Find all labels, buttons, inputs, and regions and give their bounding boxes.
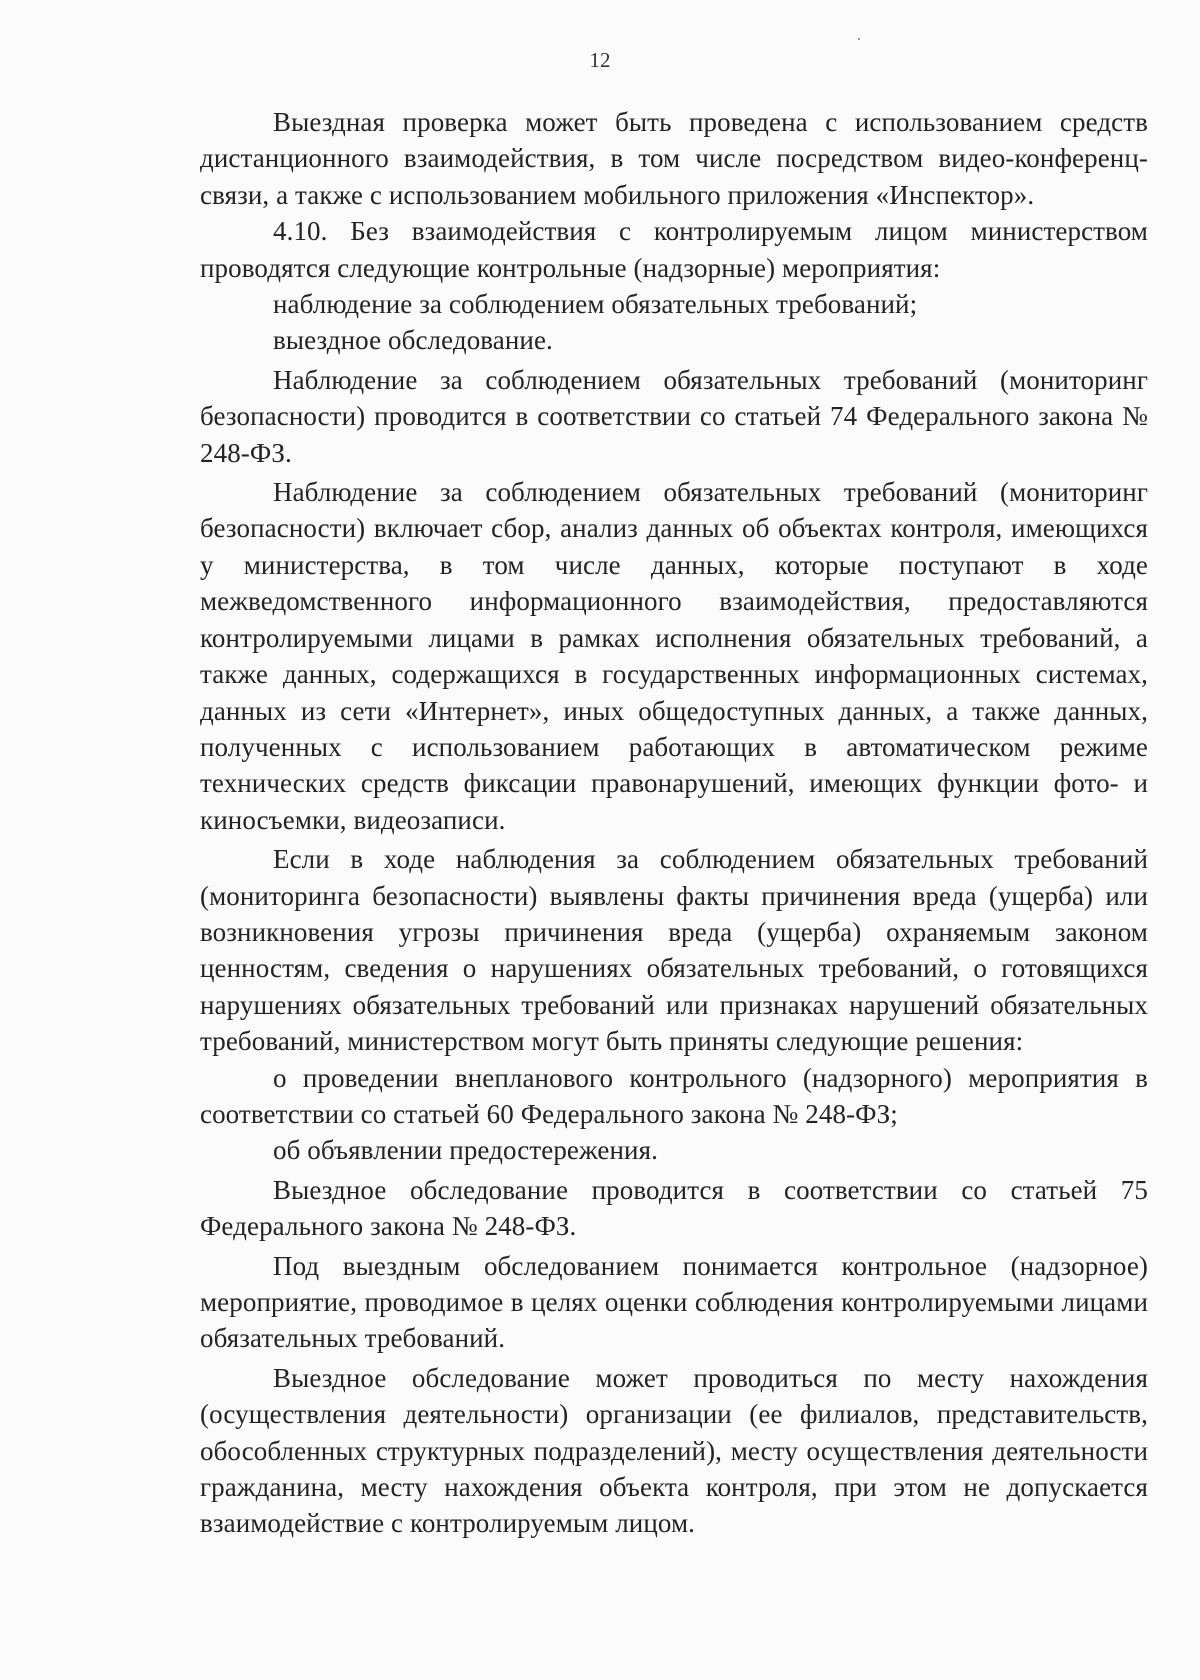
paragraph-onsite-inspection-remote: Выездная проверка может быть проведена с использованием средств дистанционного взаимодействия, в том числе посредством видео-конференц-связи, а также с использованием мобильного приложения «Инспектор». (200, 107, 1148, 210)
page-number: 12 (589, 48, 611, 72)
paragraph-observation-scope: Наблюдение за соблюдением обязательных требований (мониторинг безопасности) включает сбор, анализ данных об объектах контроля, имеющихся у министерства, в том числе данных, которые поступают в ходе межведомственного информационного взаимодействия, предоставляются контролируемыми лицами в рамках исполнения обязательных требований, а также данных, содержащихся в государственных информационных системах, данных из сети «Интернет», иных общедоступных данных, а также данных, полученных с использованием работающих в автоматическом режиме технических средств фиксации правонарушений, имеющих функции фото- и киносъемки, видеозаписи. (200, 477, 1148, 835)
paragraph-observation-findings: Если в ходе наблюдения за соблюдением обязательных требований (мониторинга безопасности) выявлены факты причинения вреда (ущерба) или возникновения угрозы причинения вреда (ущерба) охраняемым законом ценностям, сведения о нарушениях обязательных требований, о готовящихся нарушениях обязательных требований или признаках нарушений обязательных требований, министерством могут быть приняты следующие решения: (200, 844, 1148, 1057)
paragraph-observation-article-74: Наблюдение за соблюдением обязательных требований (мониторинг безопасности) проводится в соответствии со статьей 74 Федерального закона № 248-ФЗ. (200, 364, 1148, 468)
list-item-warning: об объявлении предостережения. (273, 1135, 658, 1166)
scan-speck (858, 38, 860, 40)
page-body (200, 104, 1148, 1542)
list-item-unscheduled-inspection: о проведении внепланового контрольного (надзорного) мероприятия в соответствии со статьей 60 Федерального закона № 248-ФЗ; (200, 1062, 1148, 1129)
list-item-observation: наблюдение за соблюдением обязательных требований; (273, 289, 918, 320)
paragraph-4-10-heading: 4.10. Без взаимодействия с контролируемым лицом министерством проводятся следующие контрольные (надзорные) мероприятия: (200, 216, 1148, 283)
paragraph-survey-location: Выездное обследование может проводиться по месту нахождения (осуществления деятельности) организации (ее филиалов, представительств, обособленных структурных подразделений), месту осуществления деятельности гражданина, месту нахождения объекта контроля, при этом не допускается взаимодействие с контролируемым лицом. (200, 1362, 1148, 1539)
list-item-onsite-survey: выездное обследование. (273, 325, 553, 356)
paragraph-survey-article-75: Выездное обследование проводится в соответствии со статьей 75 Федерального закона № 248-ФЗ. (200, 1174, 1148, 1242)
paragraph-survey-definition: Под выездным обследованием понимается контрольное (надзорное) мероприятие, проводимое в целях оценки соблюдения контролируемыми лицами обязательных требований. (200, 1250, 1148, 1354)
